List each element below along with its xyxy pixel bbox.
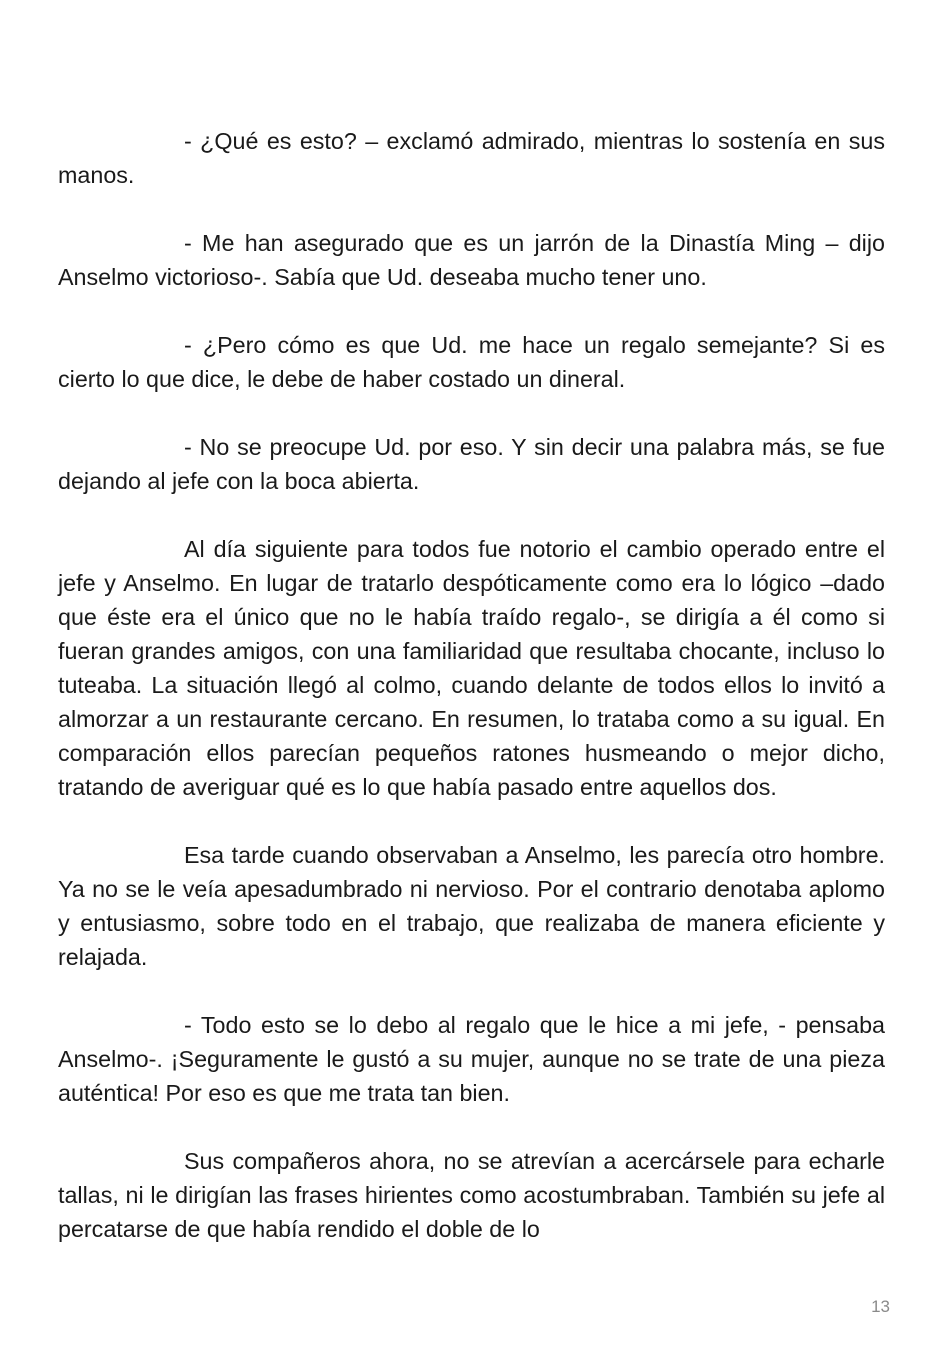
paragraph-7: - Todo esto se lo debo al regalo que le hice a mi jefe, - pensaba Anselmo-. ¡Seguramente le gustó a su mujer, aunque no se trate de una pieza auténtica! Por eso es que me trata tan bien. — [58, 1012, 885, 1106]
paragraph-6: Esa tarde cuando observaban a Anselmo, les parecía otro hombre. Ya no se le veía apesadumbrado ni nervioso. Por el contrario denotaba aplomo y entusiasmo, sobre todo en el trabajo, que realizaba de manera eficiente y relajada. — [58, 842, 885, 970]
paragraph-1: - ¿Qué es esto? – exclamó admirado, mientras lo sostenía en sus manos. — [58, 128, 885, 188]
paragraph-4: - No se preocupe Ud. por eso. Y sin decir una palabra más, se fue dejando al jefe con la boca abierta. — [58, 434, 885, 494]
paragraph-5: Al día siguiente para todos fue notorio el cambio operado entre el jefe y Anselmo. En lugar de tratarlo despóticamente como era lo lógico –dado que éste era el único que no le había traído regalo-, se dirigía a él como si fueran grandes amigos, con una familiaridad que resultaba chocante, incluso lo tuteaba. La situación llegó al colmo, cuando delante de todos ellos lo invitó a almorzar a un restaurante cercano. En resumen, lo trataba como a su igual. En comparación ellos parecían pequeños ratones husmeando o mejor dicho, tratando de averiguar qué es lo que había pasado entre aquellos dos. — [58, 536, 885, 800]
page-body — [58, 124, 885, 1246]
paragraph-2: - Me han asegurado que es un jarrón de la Dinastía Ming – dijo Anselmo victorioso-. Sabía que Ud. deseaba mucho tener uno. — [58, 230, 885, 290]
paragraph-3: - ¿Pero cómo es que Ud. me hace un regalo semejante? Si es cierto lo que dice, le debe de haber costado un dineral. — [58, 332, 885, 392]
paragraph-8: Sus compañeros ahora, no se atrevían a acercársele para echarle tallas, ni le dirigían las frases hirientes como acostumbraban. También su jefe al percatarse de que había rendido el doble de lo — [58, 1148, 885, 1242]
page-number: 13 — [871, 1297, 890, 1316]
